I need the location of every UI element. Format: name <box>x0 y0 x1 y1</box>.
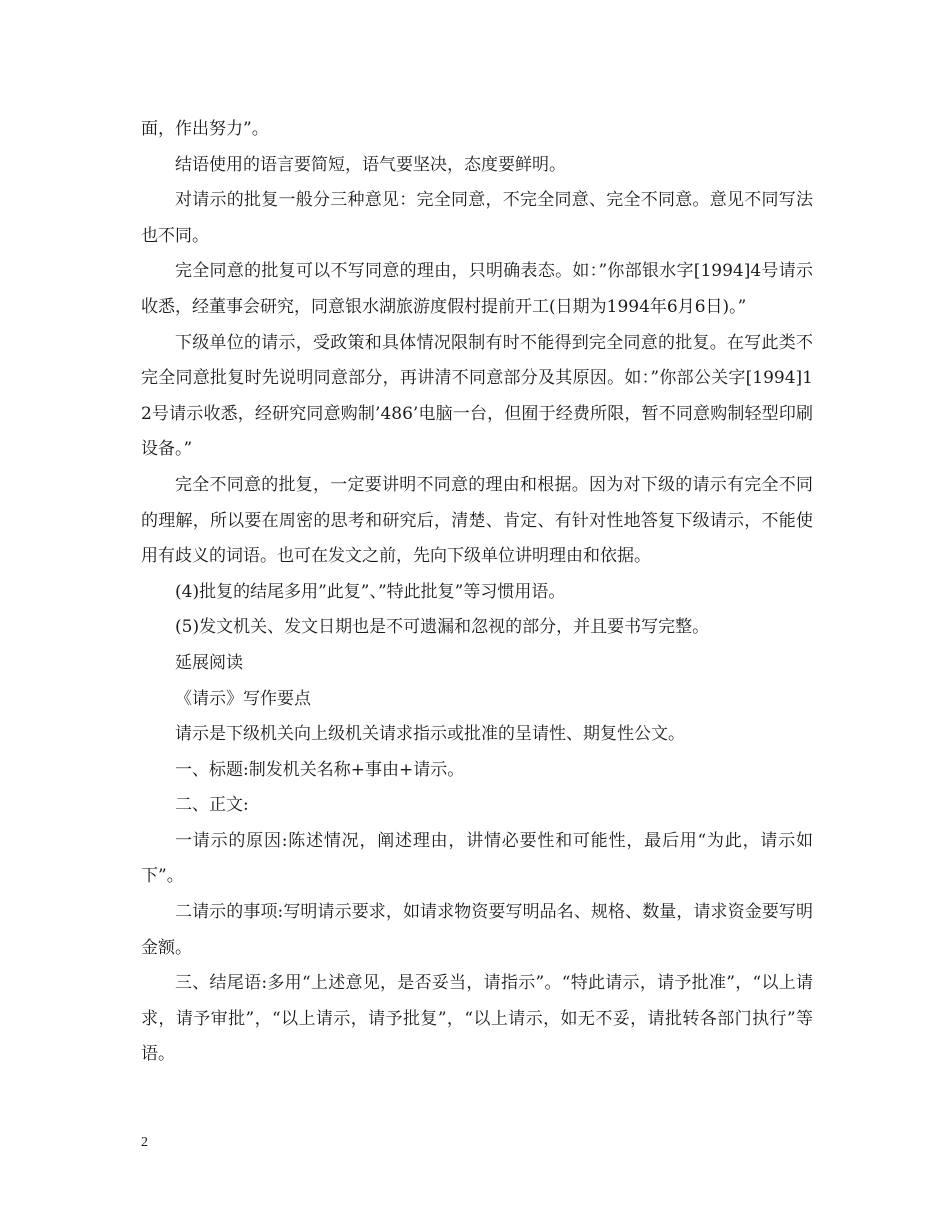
paragraph: (5)发文机关、发文日期也是不可遗漏和忽视的部分，并且要书写完整。 <box>175 617 710 638</box>
section-title: 《请示》写作要点 <box>175 688 311 709</box>
paragraph: 下级单位的请示，受政策和具体情况限制有时不能得到完全同意的批复。在写此类不完全同意批复时先说明同意部分，再讲清不同意部分及其原因。如：”你部公关字[1994]12号请示收悉，经研究同意购制’486’电脑一台，但囿于经费所限，暂不同意购制轻型印刷设备。” <box>141 332 813 460</box>
paragraph: 二请示的事项:写明请示要求，如请求物资要写明品名、规格、数量，请求资金要写明金额。 <box>141 902 813 958</box>
paragraph: 对请示的批复一般分三种意见：完全同意，不完全同意、完全不同意。意见不同写法也不同。 <box>141 190 813 246</box>
paragraph: 一请示的原因:陈述情况，阐述理由，讲情必要性和可能性，最后用“为此，请示如下”。 <box>141 830 813 887</box>
paragraph: 请示是下级机关向上级机关请求指示或批准的呈请性、期复性公文。 <box>175 724 685 745</box>
paragraph: 二、正文: <box>175 795 249 816</box>
document-body <box>141 112 813 1073</box>
page-number: 2 <box>141 1135 148 1150</box>
paragraph: 完全不同意的批复，一定要讲明不同意的理由和根据。因为对下级的请示有完全不同的理解，所以要在周密的思考和研究后，清楚、肯定、有针对性地答复下级请示，不能使用有歧义的词语。也可在发文之前，先向下级单位讲明理由和依据。 <box>141 474 813 567</box>
paragraph: 结语使用的语言要简短，语气要坚决，态度要鲜明。 <box>175 154 566 175</box>
paragraph: 面，作出努力”。 <box>141 119 269 139</box>
paragraph: 一、标题:制发机关名称+事由+请示。 <box>175 759 465 780</box>
paragraph: 完全同意的批复可以不写同意的理由，只明确表态。如：”你部银水字[1994]4号请示收悉，经董事会研究，同意银水湖旅游度假村提前开工(日期为1994年6月6日)。” <box>141 261 813 317</box>
paragraph: (4)批复的结尾多用”此复”、”特此批复”等习惯用语。 <box>175 581 566 602</box>
paragraph: 三、结尾语:多用“上述意见，是否妥当，请指示”。“特此请示，请予批准”，“以上请求，请予审批”，“以上请示，请予批复”，“以上请示，如无不妥，请批转各部门执行”等语。 <box>141 973 813 1065</box>
section-heading: 延展阅读 <box>175 652 243 673</box>
